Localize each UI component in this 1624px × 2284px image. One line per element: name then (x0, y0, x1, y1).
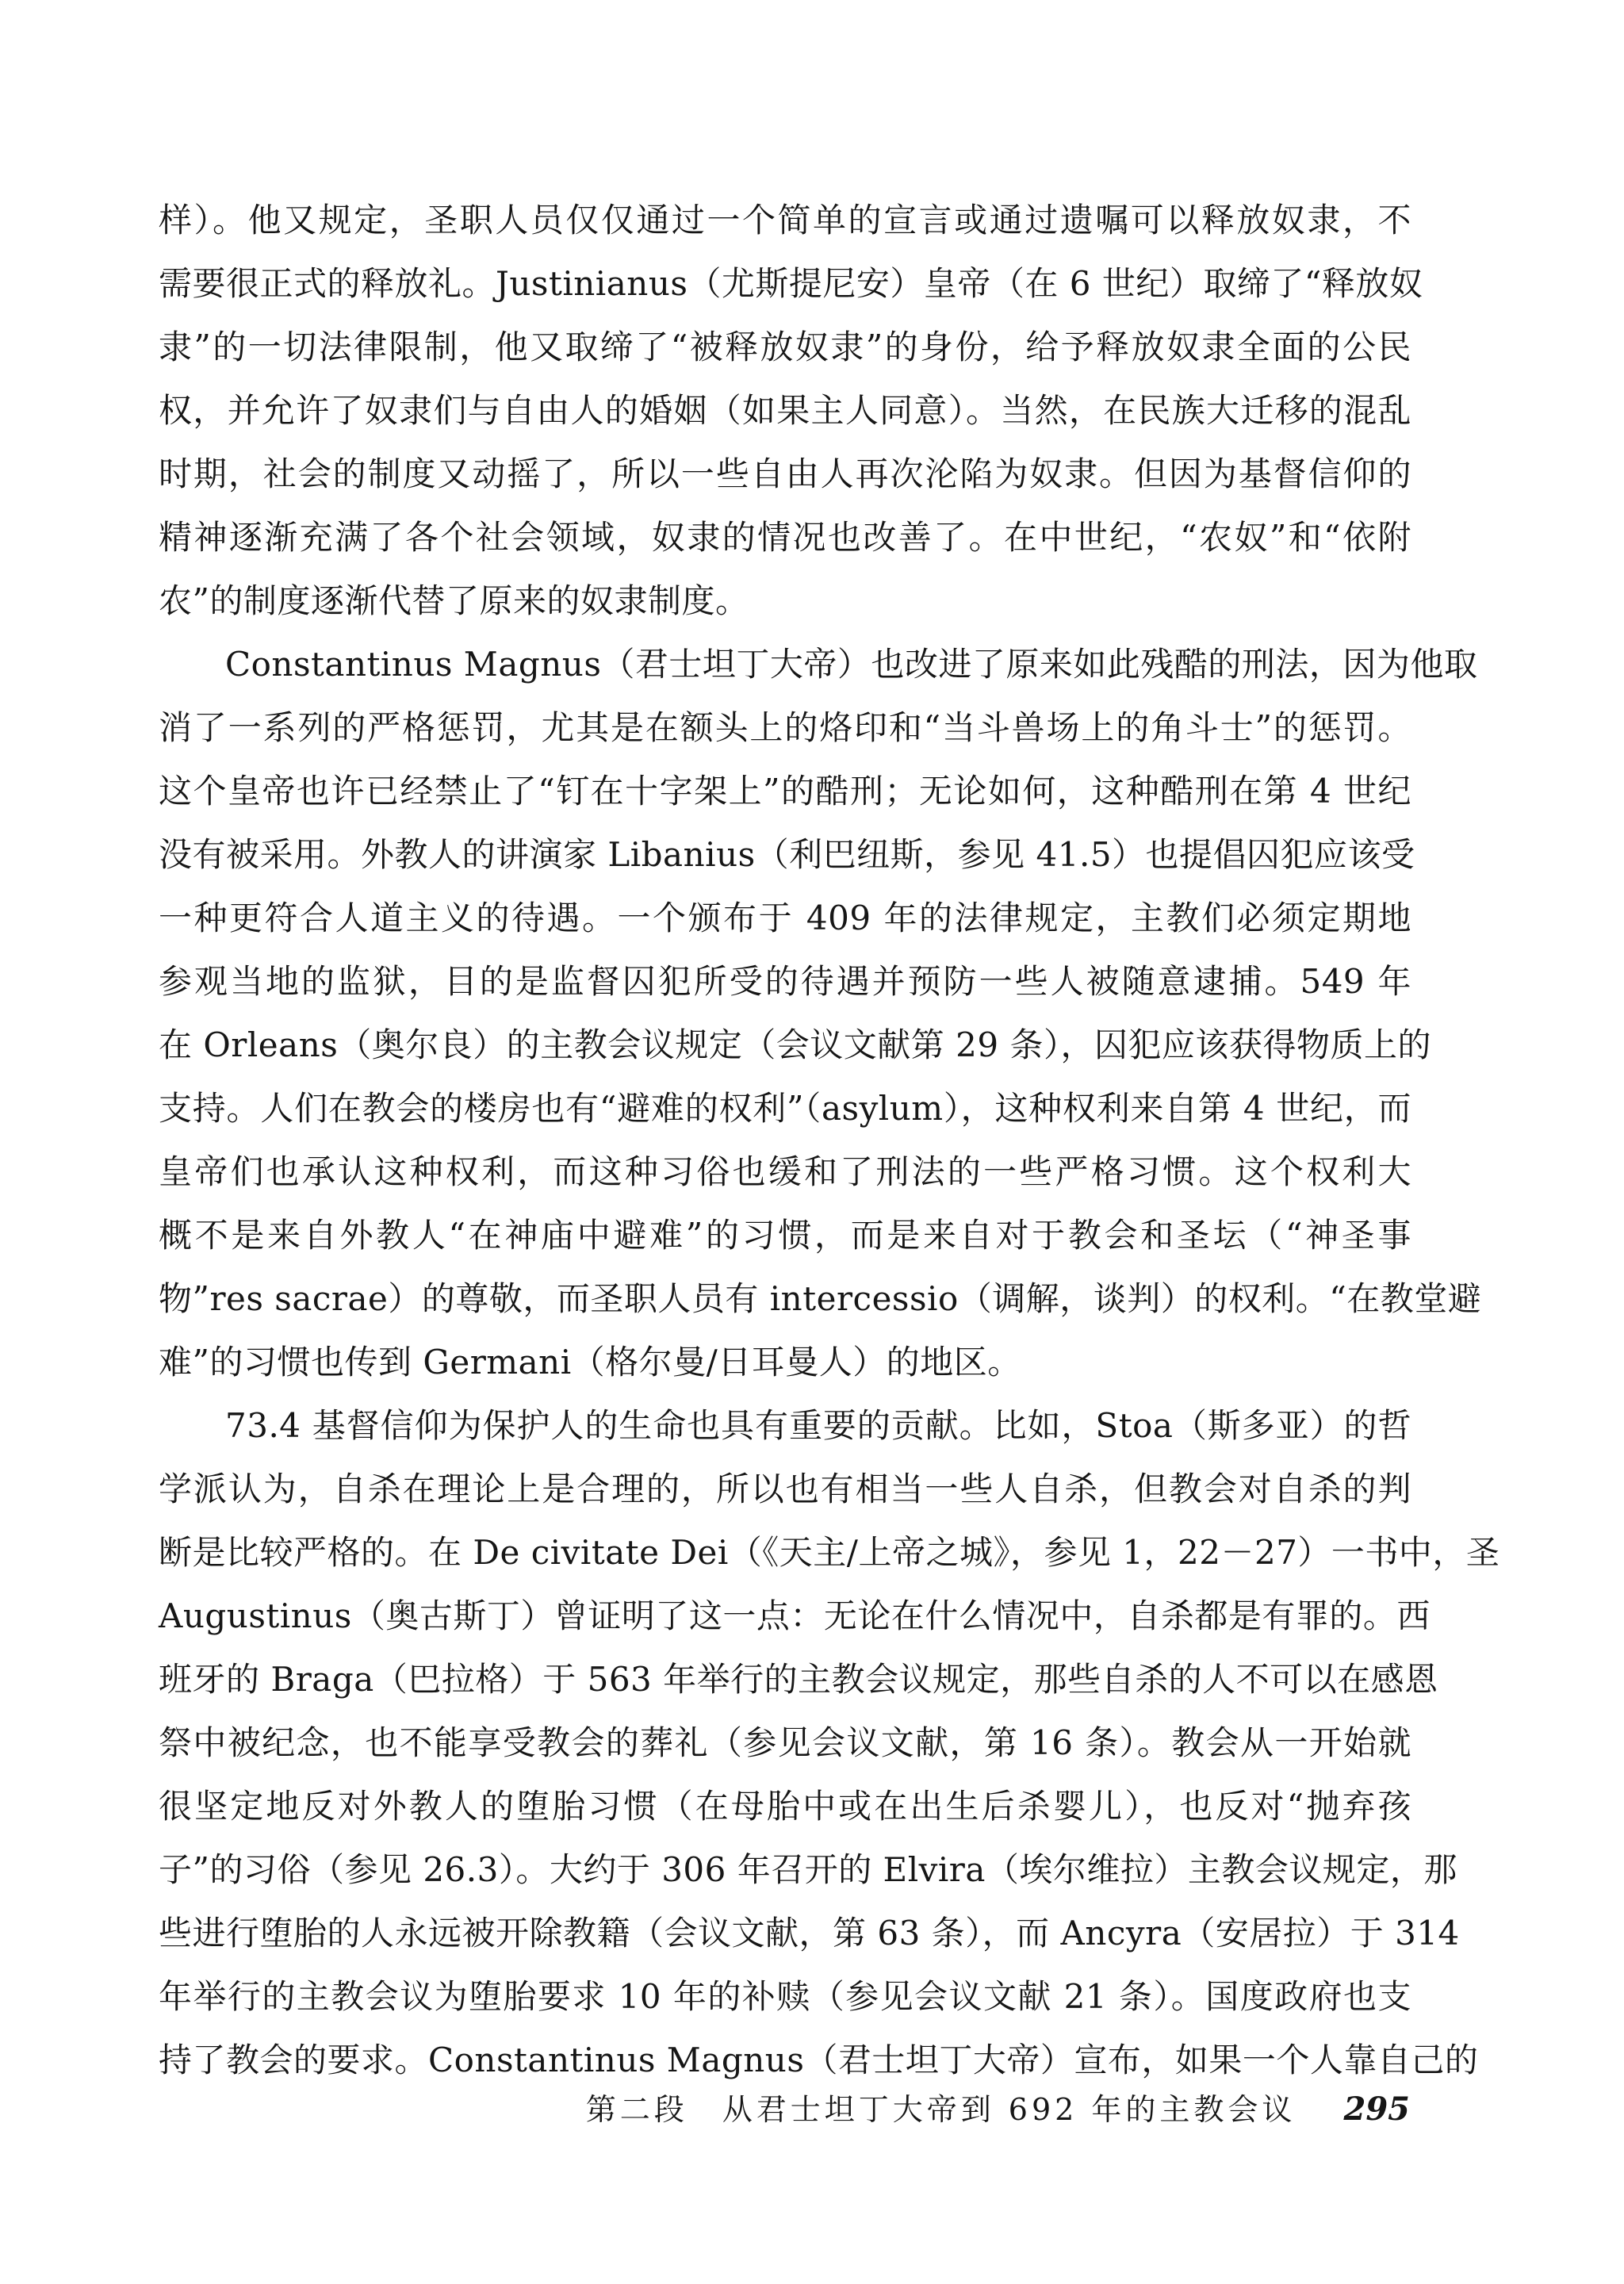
text-line: 一种更符合人道主义的待遇。一个颁布于 409 年的法律规定，主教们必须定期地 (159, 899, 1411, 937)
text-line: 皇帝们也承认这种权利，而这种习俗也缓和了刑法的一些严格习惯。这个权利大 (159, 1152, 1411, 1191)
text-line: Constantinus Magnus（君士坦丁大帝）也改进了原来如此残酷的刑法，因为他取 (225, 645, 1478, 684)
text-line: 物”res sacrae）的尊敬，而圣职人员有 intercessio（调解，谈判）的权利。“在教堂避 (159, 1279, 1482, 1318)
text-line: 持了教会的要求。Constantinus Magnus（君士坦丁大帝）宣布，如果一个人靠自己的 (159, 2041, 1479, 2079)
text-line: 农”的制度逐渐代替了原来的奴隶制度。 (159, 581, 749, 620)
text-line: 很坚定地反对外教人的堕胎习惯（在母胎中或在出生后杀婴儿），也反对“抛弃孩 (159, 1787, 1411, 1826)
text-line: 子”的习俗（参见 26.3）。大约于 306 年召开的 Elvira（埃尔维拉）主教会议规定，那 (159, 1850, 1457, 1889)
text-line: 概不是来自外教人“在神庙中避难”的习惯，而是来自对于教会和圣坛（“神圣事 (159, 1216, 1411, 1255)
text-line: 精神逐渐充满了各个社会领域，奴隶的情况也改善了。在中世纪，“农奴”和“依附 (159, 518, 1411, 557)
text-line: Augustinus（奥古斯丁）曾证明了这一点：无论在什么情况中，自杀都是有罪的。西 (159, 1596, 1431, 1635)
text-line: 班牙的 Braga（巴拉格）于 563 年举行的主教会议规定，那些自杀的人不可以在感恩 (159, 1660, 1438, 1699)
page-footer (586, 2086, 1410, 2133)
text-line: 难”的习惯也传到 Germani（格尔曼/日耳曼人）的地区。 (159, 1343, 1021, 1382)
text-line: 学派认为，自杀在理论上是合理的，所以也有相当一些人自杀，但教会对自杀的判 (159, 1470, 1411, 1508)
body-text (159, 189, 1500, 2092)
text-line: 需要很正式的释放礼。Justinianus（尤斯提尼安）皇帝（在 6 世纪）取缔了“释放奴 (159, 264, 1423, 303)
text-line: 消了一系列的严格惩罚，尤其是在额头上的烙印和“当斗兽场上的角斗士”的惩罚。 (159, 708, 1411, 747)
page-number: 295 (1343, 2090, 1410, 2128)
text-line: 参观当地的监狱，目的是监督囚犯所受的待遇并预防一些人被随意逮捕。549 年 (159, 962, 1411, 1001)
text-line: 在 Orleans（奥尔良）的主教会议规定（会议文献第 29 条），囚犯应该获得物质上的 (159, 1025, 1431, 1064)
text-line: 样）。他又规定，圣职人员仅仅通过一个简单的宣言或通过遗嘱可以释放奴隶，不 (159, 201, 1411, 240)
text-line: 权，并允许了奴隶们与自由人的婚姻（如果主人同意）。当然，在民族大迁移的混乱 (159, 391, 1411, 430)
text-line: 断是比较严格的。在 De civitate Dei（《天主/上帝之城》，参见 1，22－27）一书中，圣 (159, 1533, 1500, 1572)
text-line: 时期，社会的制度又动摇了，所以一些自由人再次沦陷为奴隶。但因为基督信仰的 (159, 454, 1411, 493)
text-line: 祭中被纪念，也不能享受教会的葬礼（参见会议文献，第 16 条）。教会从一开始就 (159, 1723, 1411, 1762)
text-line: 支持。人们在教会的楼房也有“避难的权利”（asylum），这种权利来自第 4 世纪，而 (159, 1089, 1411, 1128)
text-line: 些进行堕胎的人永远被开除教籍（会议文献，第 63 条），而 Ancyra（安居拉）于 314 (159, 1914, 1460, 1953)
running-head: 第二段 从君士坦丁大帝到 692 年的主教会议 (585, 2092, 1297, 2127)
text-line: 隶”的一切法律限制，他又取缔了“被释放奴隶”的身份，给予释放奴隶全面的公民 (159, 328, 1411, 366)
text-line: 年举行的主教会议为堕胎要求 10 年的补赎（参见会议文献 21 条）。国度政府也支 (159, 1977, 1411, 2016)
text-line: 这个皇帝也许已经禁止了“钉在十字架上”的酷刑；无论如何，这种酷刑在第 4 世纪 (159, 772, 1411, 811)
text-line: 没有被采用。外教人的讲演家 Libanius（利巴纽斯，参见 41.5）也提倡囚犯应该受 (159, 835, 1415, 874)
text-line: 73.4 基督信仰为保护人的生命也具有重要的贡献。比如，Stoa（斯多亚）的哲 (225, 1406, 1411, 1445)
